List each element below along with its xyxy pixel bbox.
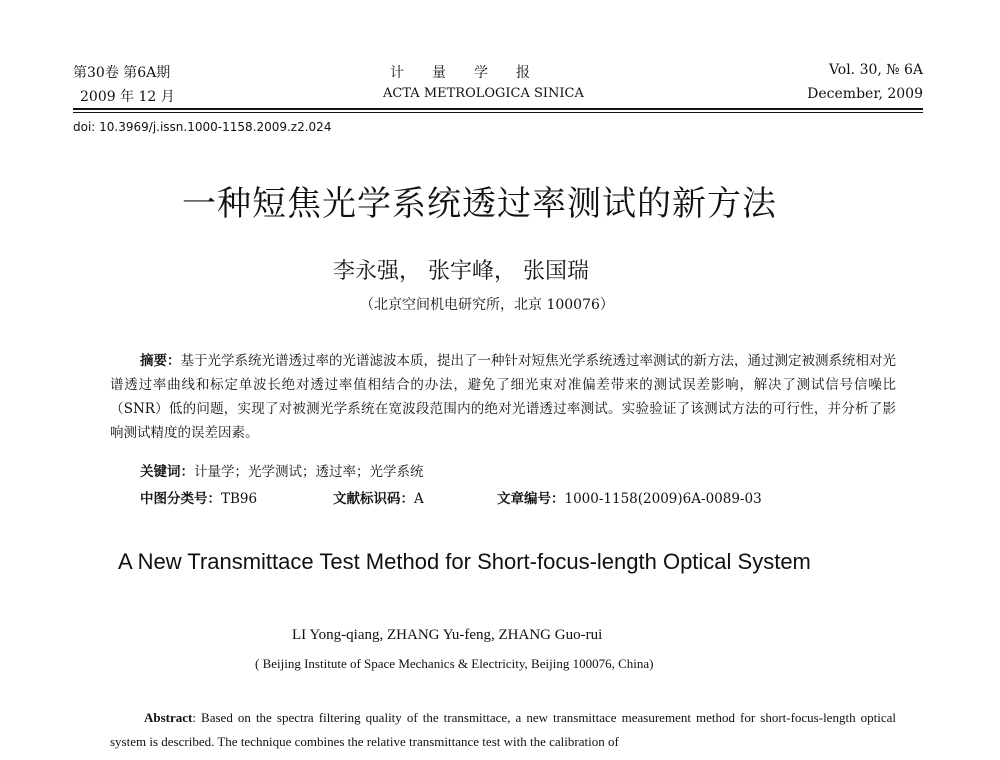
abstract-en-label: Abstract (144, 710, 193, 725)
article-number-value: 1000-1158(2009)6A-0089-03 (564, 491, 762, 507)
abstract-en (110, 706, 896, 754)
journal-name-en: ACTA METROLOGICA SINICA (383, 86, 584, 101)
abstract-cn-label: 摘要： (140, 353, 181, 369)
affiliation-cn: （北京空间机电研究所，北京 100076） (360, 297, 614, 313)
abstract-en-text: : Based on the spectra filtering quality of the transmittace, a new transmittace measurement method for short-focus-length optical system is described. The technique combines the relative transmittance test with the calibration of (110, 710, 896, 749)
date-en: December, 2009 (807, 86, 923, 102)
abstract-cn (110, 349, 896, 445)
volume-issue-en: Vol. 30, № 6A (828, 62, 923, 78)
clc-label: 中图分类号： (140, 491, 221, 507)
keywords-cn-label: 关键词： (140, 464, 194, 480)
document-code-value: A (414, 491, 424, 507)
journal-name-cn: 计 量 学 报 (390, 65, 530, 81)
article-number (497, 487, 762, 507)
date-cn: 2009 年 12 月 (80, 89, 175, 105)
clc-number (140, 487, 257, 507)
document-code (333, 487, 424, 507)
keywords-cn (140, 460, 424, 480)
header-rule-thin (73, 112, 923, 113)
clc-value: TB96 (221, 491, 258, 507)
doi: doi: 10.3969/j.issn.1000-1158.2009.z2.024 (73, 120, 332, 134)
header-rule-thick (73, 108, 923, 110)
document-code-label: 文献标识码： (333, 491, 414, 507)
paper-title-cn: 一种短焦光学系统透过率测试的新方法 (182, 184, 777, 224)
keywords-cn-text: 计量学；光学测试；透过率；光学系统 (194, 464, 424, 480)
affiliation-en: ( Beijing Institute of Space Mechanics & Electricity, Beijing 100076, China) (255, 656, 654, 671)
abstract-cn-text: 基于光学系统光谱透过率的光谱滤波本质，提出了一种针对短焦光学系统透过率测试的新方法，通过测定被测系统相对光谱透过率曲线和标定单波长绝对透过率值相结合的办法，避免了细光束对准偏差带来的测试误差影响，解决了测试信号信噪比（SNR）低的问题，实现了对被测光学系统在宽波段范围内的绝对光谱透过率测试。实验验证了该测试方法的可行性，并分析了影响测试精度的误差因素。 (110, 353, 896, 441)
paper-title-en: A New Transmittace Test Method for Short-focus-length Optical System (118, 549, 811, 574)
authors-cn: 李永强， 张宇峰， 张国瑞 (333, 259, 589, 284)
authors-en: LI Yong-qiang, ZHANG Yu-feng, ZHANG Guo-rui (292, 627, 603, 643)
volume-issue-cn: 第30卷 第6A期 (73, 65, 171, 81)
article-number-label: 文章编号： (497, 491, 565, 507)
